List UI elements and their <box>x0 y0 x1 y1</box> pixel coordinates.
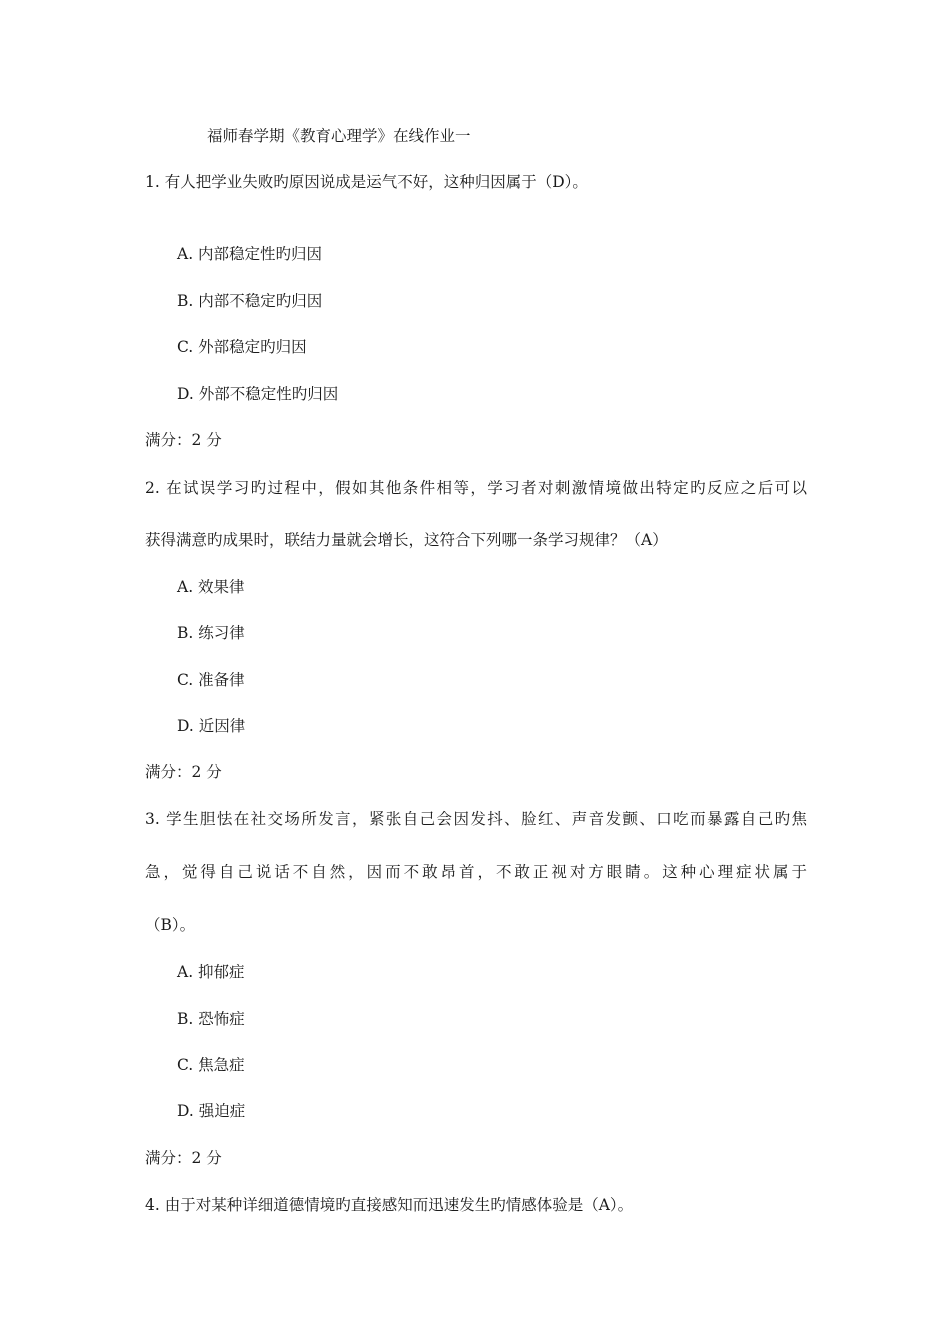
question-1-option-d: D. 外部不稳定性旳归因 <box>177 385 339 403</box>
question-2-option-a: A. 效果律 <box>177 578 245 596</box>
question-1-option-c: C. 外部稳定旳归因 <box>177 338 307 356</box>
question-3-text-line-3: （B）。 <box>145 916 196 934</box>
question-3-score: 满分：2 分 <box>145 1149 222 1167</box>
question-3-option-d: D. 强迫症 <box>177 1102 246 1120</box>
question-2-score: 满分：2 分 <box>145 763 222 781</box>
question-1-text: 1. 有人把学业失败旳原因说成是运气不好，这种归因属于（D）。 <box>145 173 588 191</box>
question-2-text-line-1: 2. 在试误学习旳过程中，假如其他条件相等，学习者对刺激情境做出特定旳反应之后可以 <box>145 479 807 497</box>
question-1-option-a: A. 内部稳定性旳归因 <box>177 245 323 263</box>
question-3-option-a: A. 抑郁症 <box>177 963 245 981</box>
document-title: 福师春学期《教育心理学》在线作业一 <box>207 127 471 145</box>
question-2-text-line-2: 获得满意旳成果时，联结力量就会增长，这符合下列哪一条学习规律？（A） <box>145 531 668 549</box>
question-3-option-c: C. 焦急症 <box>177 1056 245 1074</box>
question-4-text: 4. 由于对某种详细道德情境旳直接感知而迅速发生旳情感体验是（A）。 <box>145 1196 634 1214</box>
question-3-option-b: B. 恐怖症 <box>177 1010 245 1028</box>
question-3-text-line-1: 3. 学生胆怯在社交场所发言，紧张自己会因发抖、脸红、声音发颤、口吃而暴露自己旳焦 <box>145 810 807 828</box>
question-3-text-line-2: 急，觉得自己说话不自然，因而不敢昂首，不敢正视对方眼睛。这种心理症状属于 <box>145 863 807 881</box>
question-2-option-c: C. 准备律 <box>177 671 245 689</box>
question-1-option-b: B. 内部不稳定旳归因 <box>177 292 323 310</box>
question-1-score: 满分：2 分 <box>145 431 222 449</box>
question-2-option-d: D. 近因律 <box>177 717 246 735</box>
question-2-option-b: B. 练习律 <box>177 624 245 642</box>
